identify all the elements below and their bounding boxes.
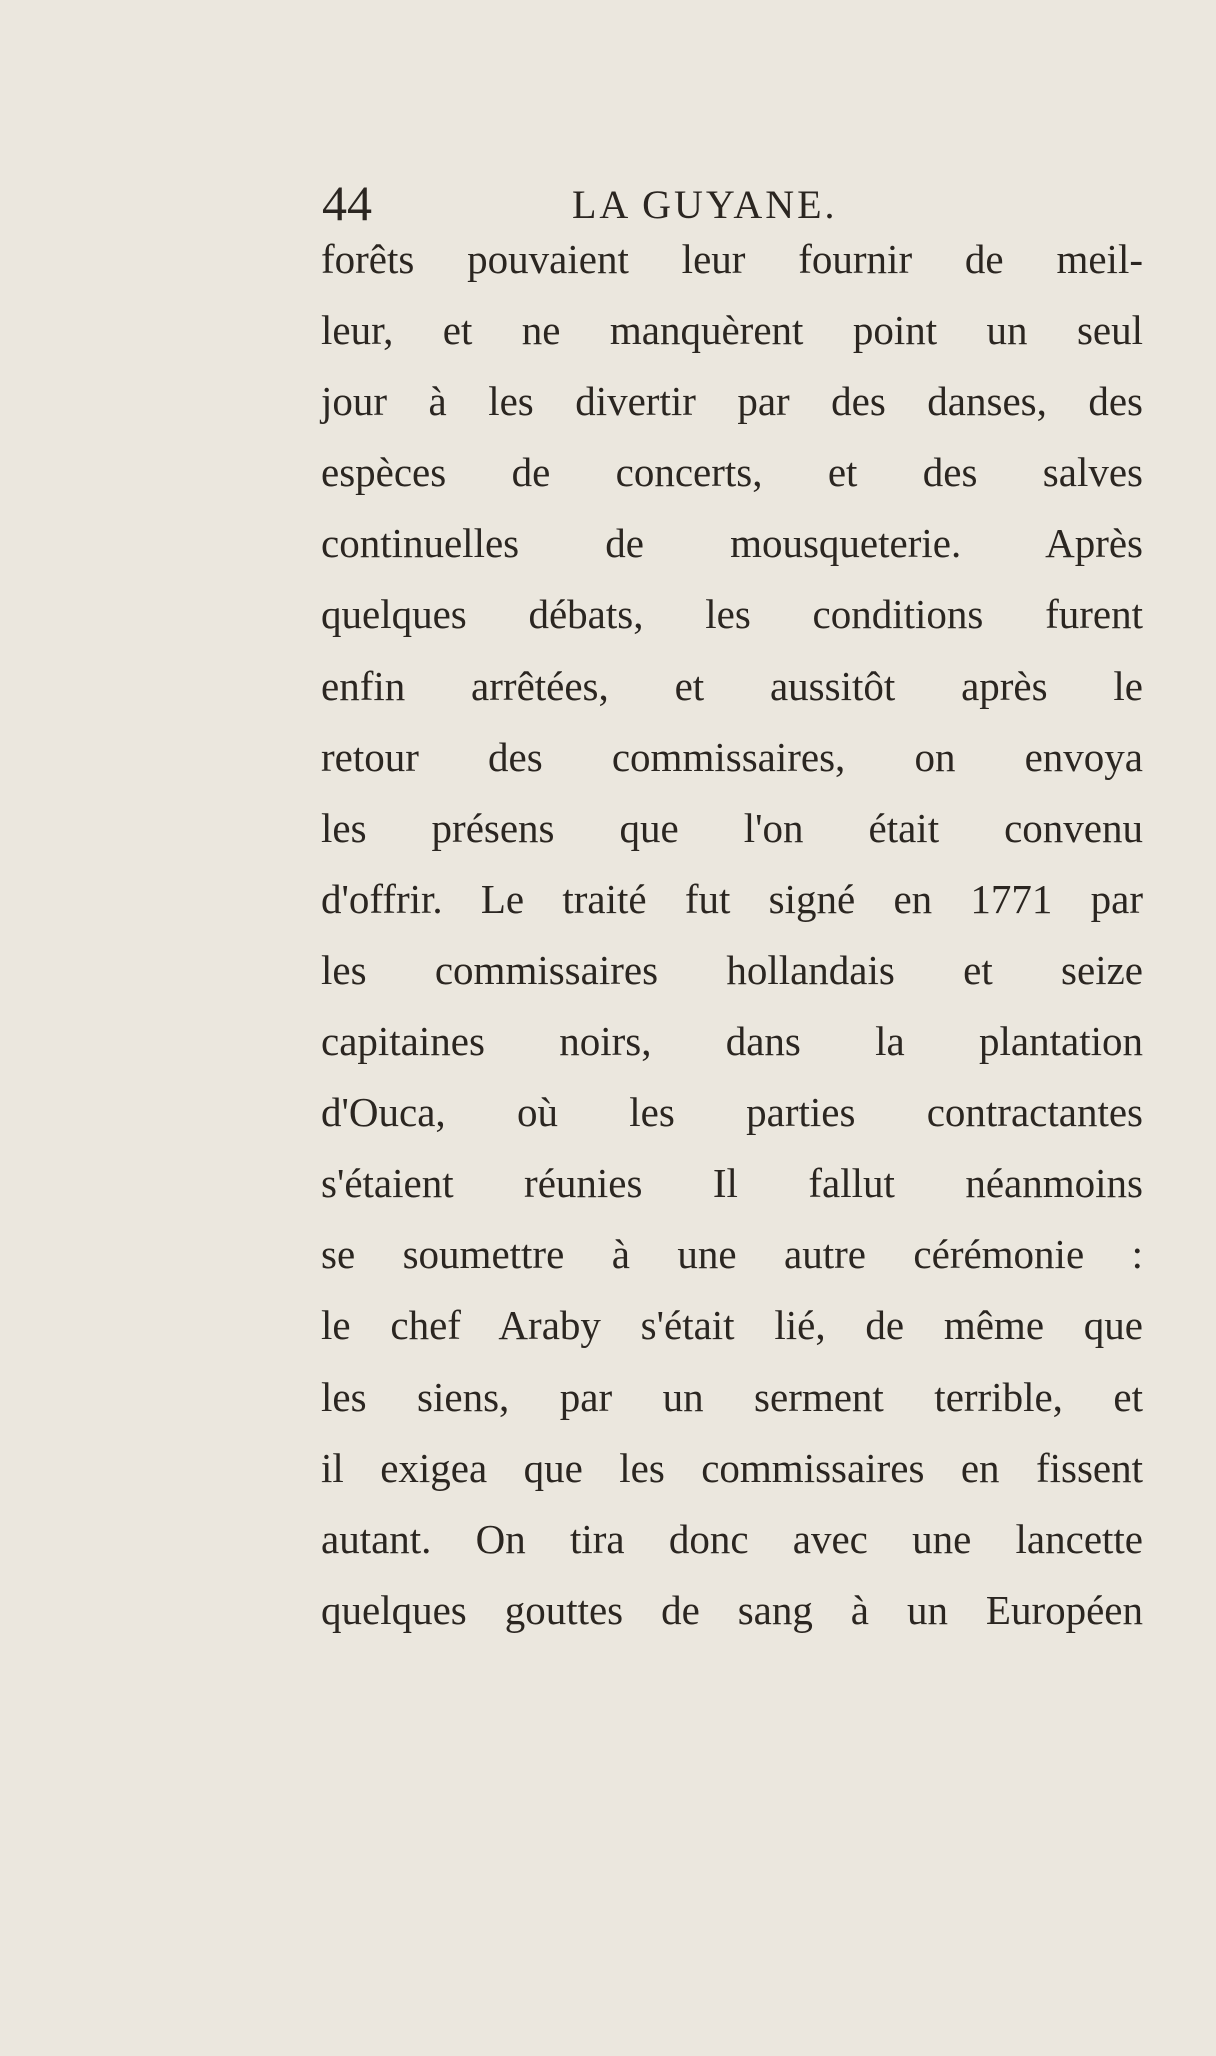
text-line: continuelles de mousqueterie. Après — [321, 520, 1143, 567]
text-line: espèces de concerts, et des salves — [321, 449, 1143, 496]
text-line: les présens que l'on était convenu — [321, 804, 1143, 851]
text-line: il exigea que les commissaires en fissent — [321, 1444, 1143, 1491]
text-line: les commissaires hollandais et seize — [321, 946, 1143, 993]
page-number: 44 — [322, 175, 372, 231]
text-line: se soumettre à une autre cérémonie : — [321, 1231, 1143, 1278]
text-line: autant. On tira donc avec une lancette — [321, 1515, 1143, 1562]
text-line: d'Ouca, où les parties contractantes — [321, 1089, 1143, 1136]
text-line: retour des commissaires, on envoya — [321, 733, 1143, 780]
text-line: les siens, par un serment terrible, et — [321, 1373, 1143, 1420]
text-line: le chef Araby s'était lié, de même que — [321, 1302, 1143, 1349]
text-line: forêts pouvaient leur fournir de meil- — [321, 236, 1143, 282]
text-line: jour à les divertir par des danses, des — [321, 378, 1143, 425]
text-line: s'étaient réunies Il fallut néanmoins — [321, 1160, 1143, 1207]
text-line: capitaines noirs, dans la plantation — [321, 1018, 1143, 1065]
text-line: d'offrir. Le traité fut signé en 1771 par — [321, 875, 1143, 922]
text-line: quelques débats, les conditions furent — [321, 591, 1143, 638]
running-title: LA GUYANE. — [572, 182, 838, 227]
text-line: enfin arrêtées, et aussitôt après le — [321, 662, 1143, 709]
text-line: leur, et ne manquèrent point un seul — [321, 307, 1143, 354]
body-text — [321, 224, 1143, 1646]
page-header — [322, 175, 1142, 231]
text-line: quelques gouttes de sang à un Européen — [321, 1586, 1143, 1633]
